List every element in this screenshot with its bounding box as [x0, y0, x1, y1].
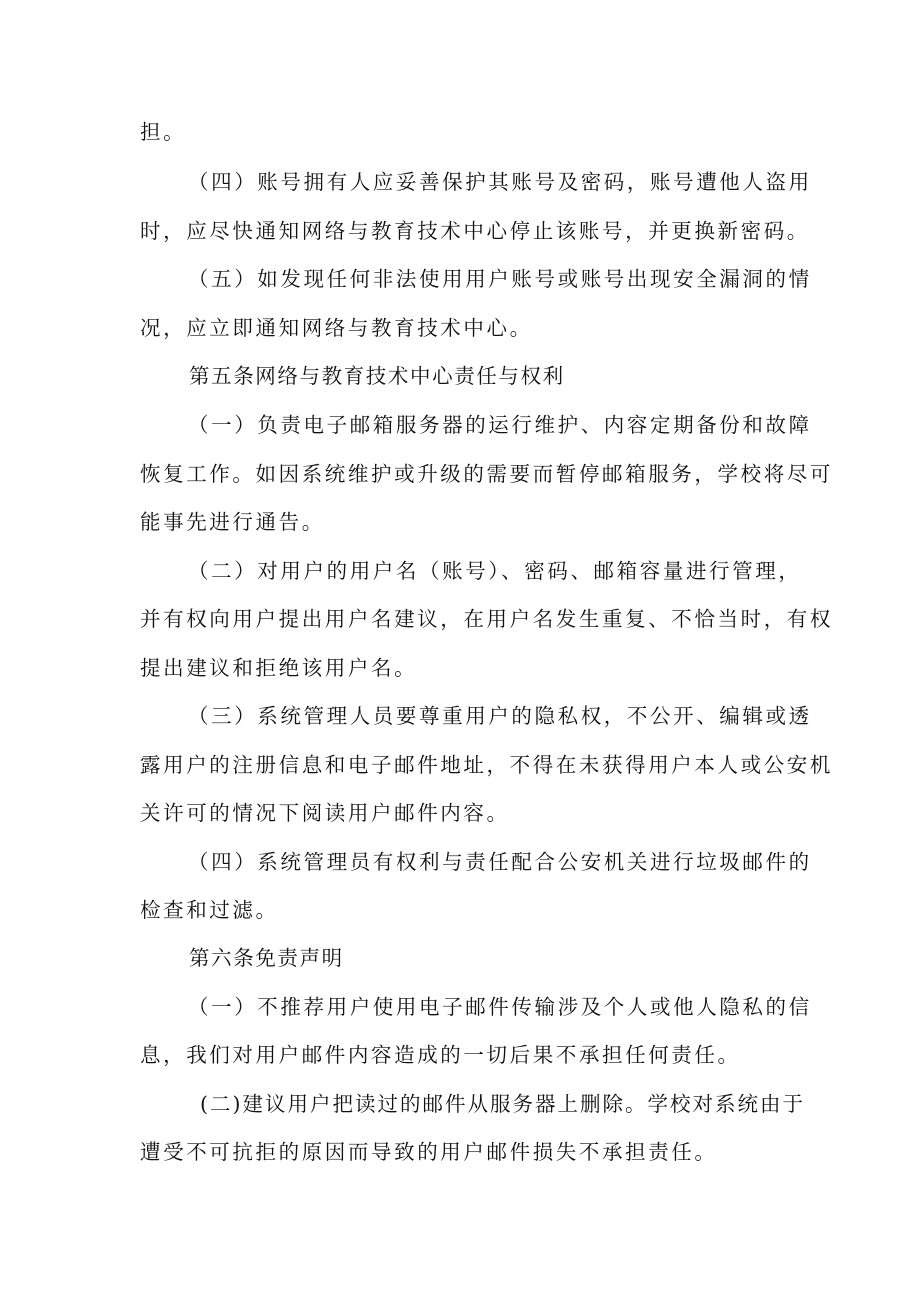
text-line: （五）如发现任何非法使用用户账号或账号出现安全漏洞的情 [188, 267, 812, 291]
text-line: 检查和过滤。 [140, 898, 279, 922]
text-line: 息，我们对用户邮件内容造成的一切后果不承担任何责任。 [140, 1043, 741, 1067]
text-line: （三）系统管理人员要尊重用户的隐私权，不公开、编辑或透 [188, 704, 812, 728]
section-heading: 第五条网络与教育技术中心责任与权利 [189, 364, 565, 388]
text-line: 并有权向用户提出用户名建议，在用户名发生重复、不恰当时，有权 [140, 607, 833, 631]
text-line: （一）负责电子邮箱服务器的运行维护、内容定期备份和故障 [188, 413, 812, 437]
text-line: 露用户的注册信息和电子邮件地址，不得在未获得用户本人或公安机 [140, 753, 833, 777]
text-line: 况，应立即通知网络与教育技术中心。 [140, 316, 533, 340]
text-line: （四）账号拥有人应妥善保护其账号及密码，账号遭他人盗用 [188, 170, 812, 194]
section-heading: 第六条免责声明 [189, 946, 344, 970]
text-line: 恢复工作。如因系统维护或升级的需要而暂停邮箱服务，学校将尽可 [140, 462, 833, 486]
text-line: （二）对用户的用户名（账号）、密码、邮箱容量进行管理， [188, 559, 802, 583]
text-line: 遭受不可抗拒的原因而导致的用户邮件损失不承担责任。 [140, 1140, 718, 1164]
text-line: 关许可的情况下阅读用户邮件内容。 [140, 801, 510, 825]
text-line: 提出建议和拒绝该用户名。 [140, 656, 418, 680]
text-line: 时，应尽快通知网络与教育技术中心停止该账号，并更换新密码。 [140, 219, 810, 243]
text-line: 担。 [140, 120, 187, 144]
text-line: (二)建议用户把读过的邮件从服务器上删除。学校对系统由于 [200, 1092, 805, 1116]
text-line: （四）系统管理员有权利与责任配合公安机关进行垃圾邮件的 [188, 850, 812, 874]
text-line: （一）不推荐用户使用电子邮件传输涉及个人或他人隐私的信 [188, 995, 812, 1019]
text-line: 能事先进行通告。 [140, 510, 325, 534]
